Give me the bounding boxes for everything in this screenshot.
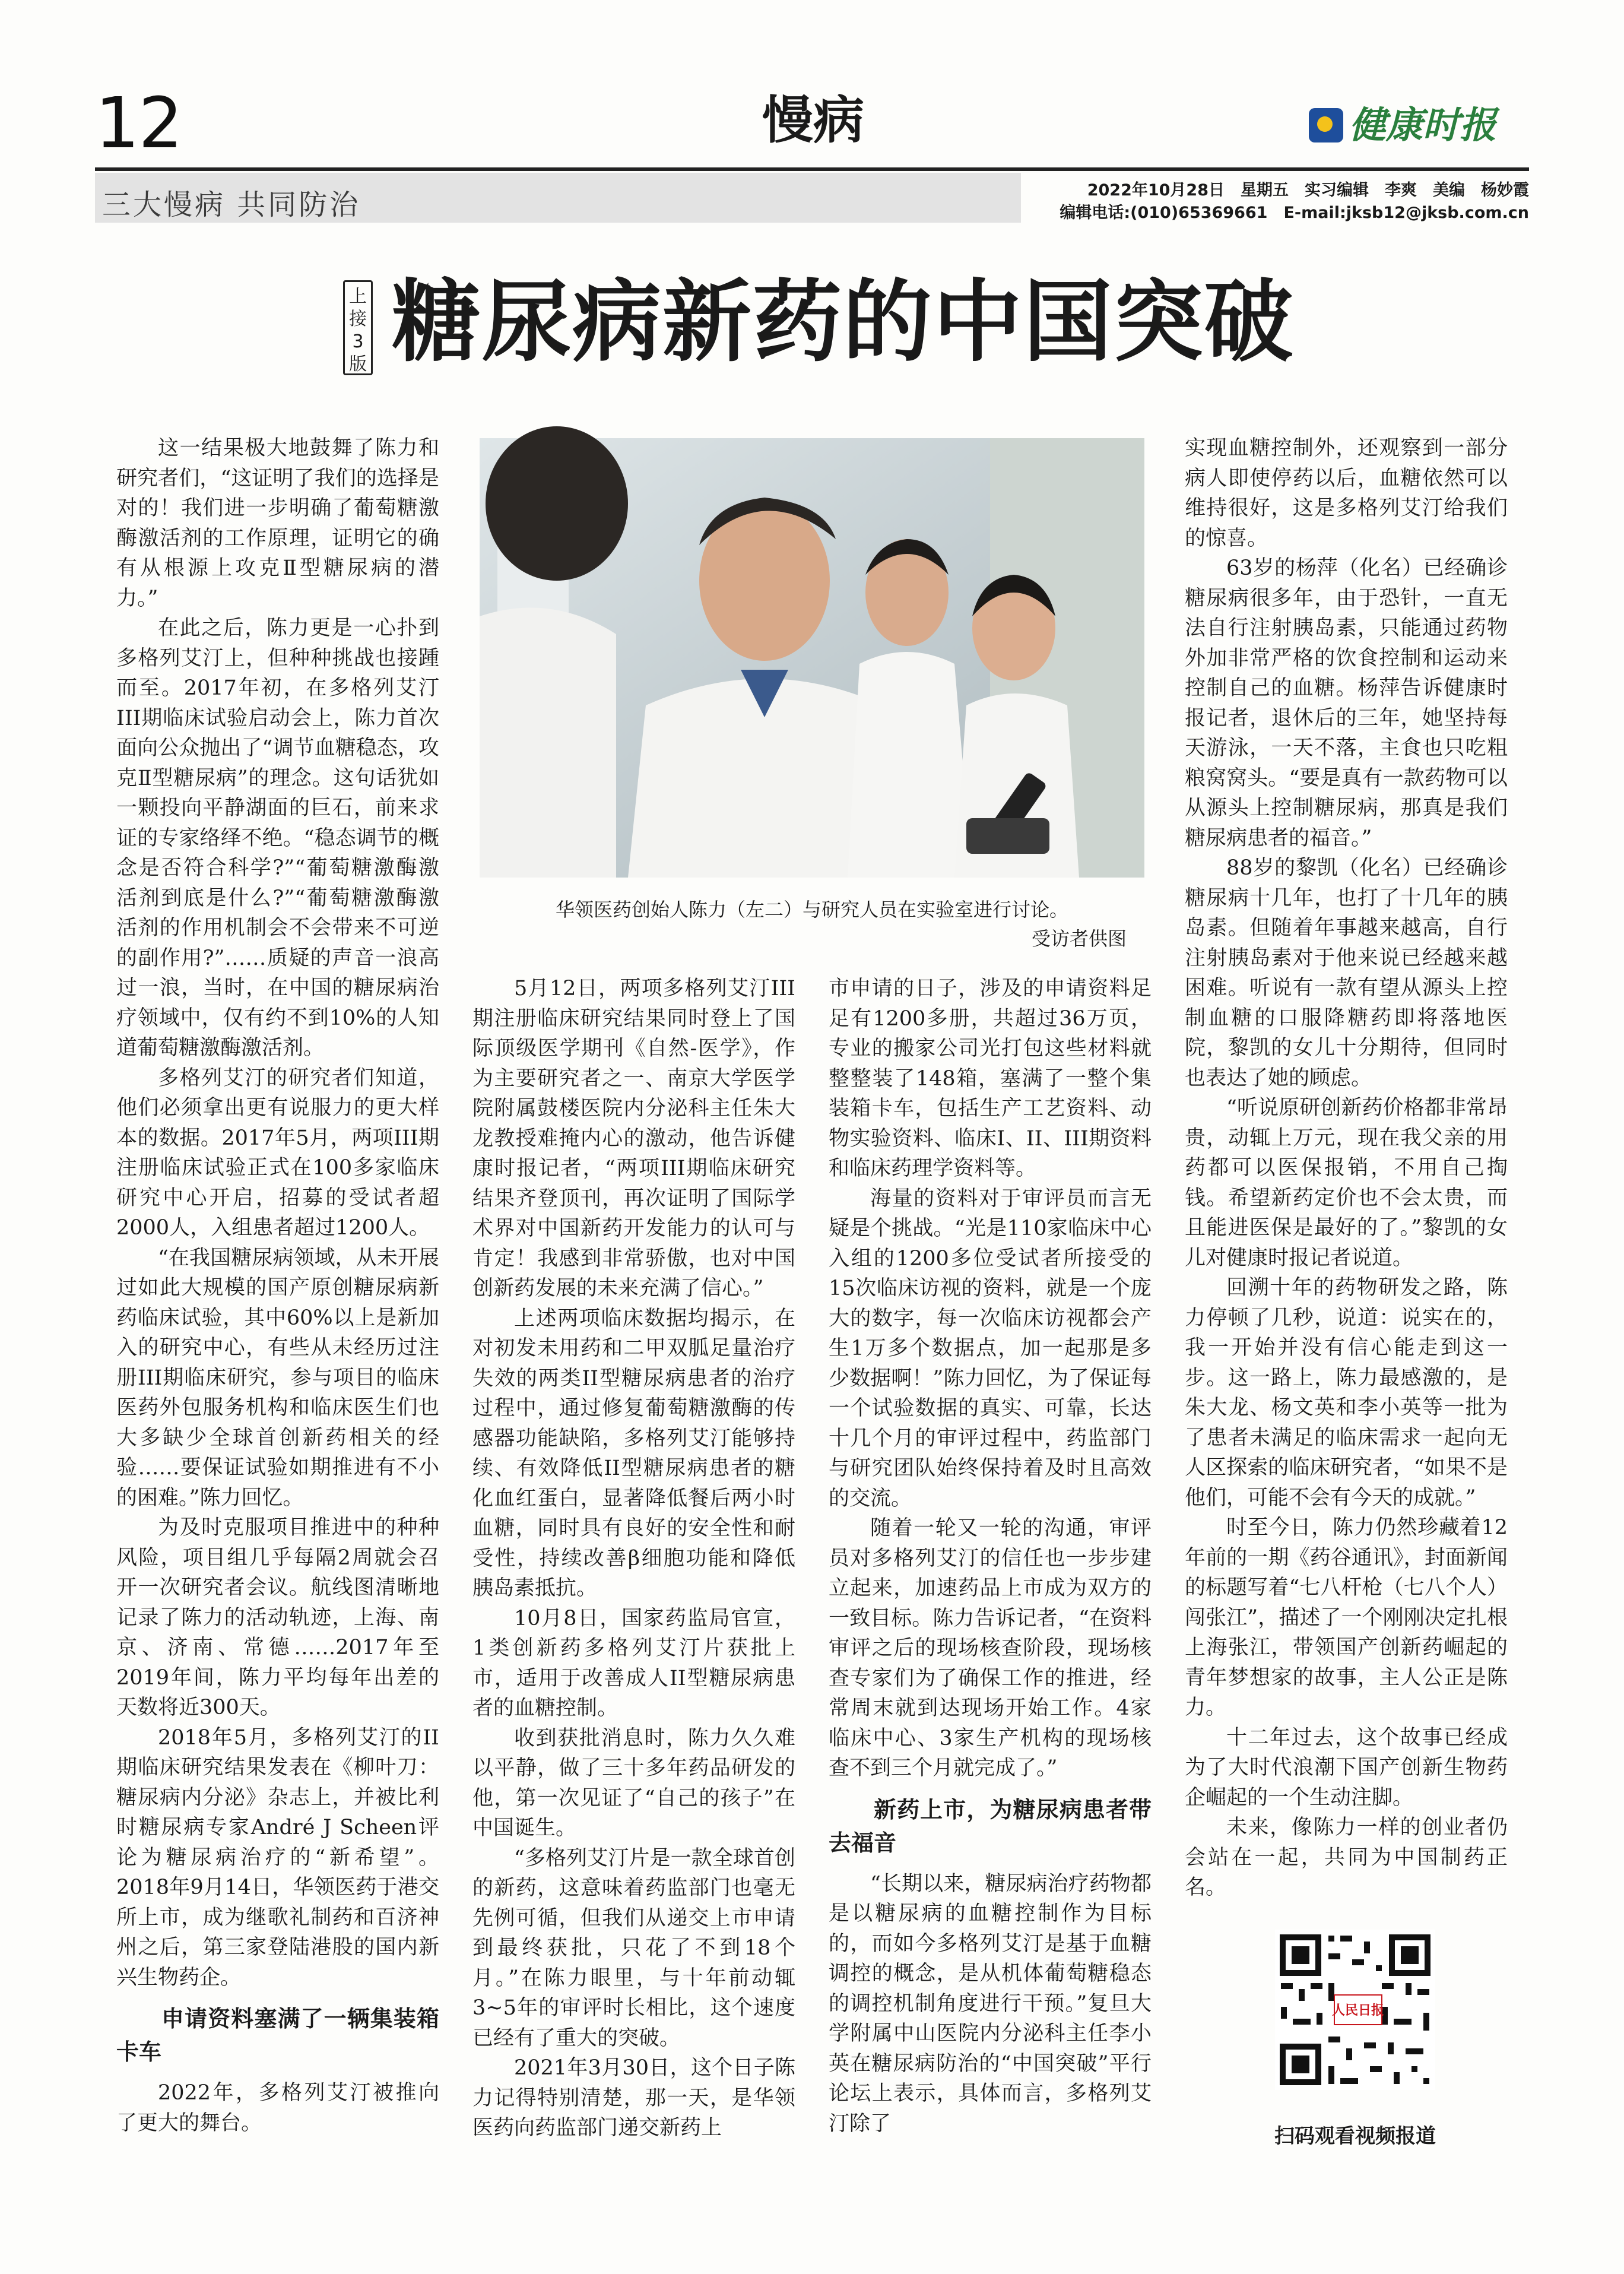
qr-inner-logo: 人民日报 bbox=[1331, 2003, 1385, 2018]
contact-line: 编辑电话:(010)65369661 E-mail:jksb12@jksb.com.cn bbox=[1060, 204, 1529, 222]
article-column-2 bbox=[472, 974, 795, 2197]
paragraph: 未来，像陈力一样的创业者仍会站在一起，共同为中国制药正名。 bbox=[1185, 1816, 1508, 1899]
paragraph: “长期以来，糖尿病治疗药物都是以糖尿病的血糖控制作为目标的，而如今多格列艾汀是基于血糖调控的概念，是从机体葡萄糖稳态的调控机制角度进行干预。”复旦大学附属中山医院内分泌科主任李小英在糖尿病防治的“中国突破”平行论坛上表示，具体而言，多格列艾汀除了 bbox=[829, 1871, 1152, 2136]
page-number: 12 bbox=[95, 82, 182, 164]
paragraph: 63岁的杨萍（化名）已经确诊糖尿病很多年，由于恐针，一直无法自行注射胰岛素，只能通过药物外加非常严格的饮食控制和运动来控制自己的血糖。杨萍告诉健康时报记者，退休后的三年，她坚持每天游泳，一天不落，主食也只吃粗粮窝窝头。“要是真有一款药物可以从源头上控制糖尿病，那真是我们糖尿病患者的福音。” bbox=[1185, 556, 1508, 850]
paragraph: 为及时克服项目推进中的种种风险，项目组几乎每隔2周就会召开一次研究者会议。航线图清晰地记录了陈力的活动轨迹，上海、南京、济南、常德……2017年至2019年间，陈力平均每年出差的天数将近300天。 bbox=[116, 1516, 439, 1719]
article-title: 糖尿病新药的中国突破 bbox=[392, 270, 1295, 374]
paragraph: 2022年，多格列艾汀被推向了更大的舞台。 bbox=[116, 2081, 439, 2135]
paragraph: 这一结果极大地鼓舞了陈力和研究者们，“这证明了我们的选择是对的！我们进一步明确了葡萄糖激酶激活剂的工作原理，证明它的确有从根源上攻克Ⅱ型糖尿病的潜力。” bbox=[116, 436, 439, 610]
paragraph: 上述两项临床数据均揭示，在对初发未用药和二甲双胍足量治疗失效的两类II型糖尿病患者的治疗过程中，通过修复葡萄糖激酶的传感器功能缺陷，多格列艾汀能够持续、有效降低II型糖尿病患者的糖化血红蛋白，显著降低餐后两小时血糖，同时具有良好的安全性和耐受性，持续改善β细胞功能和降低胰岛素抵抗。 bbox=[472, 1306, 795, 1600]
paragraph: 回溯十年的药物研发之路，陈力停顿了几秒，说道：说实在的，我一开始并没有信心能走到这一步。这一路上，陈力最感激的，是朱大龙、杨文英和李小英等一批为了患者未满足的临床需求一起向无人区探索的临床研究者，“如果不是他们，可能不会有今天的成就。” bbox=[1185, 1276, 1508, 1510]
subheading: 新药上市，为糖尿病患者带去福音 bbox=[829, 1796, 1152, 1856]
paragraph: 88岁的黎凯（化名）已经确诊糖尿病十几年，也打了十几年的胰岛素。但随着年事越来越高，自行注射胰岛素对于他来说已经越来越困难。听说有一款有望从源头上控制血糖的口服降糖药即将落地医院，黎凯的女儿十分期待，但同时也表达了她的顾虑。 bbox=[1185, 856, 1508, 1090]
paragraph: “在我国糖尿病领域，从未开展过如此大规模的国产原创糖尿病新药临床试验，其中60%以上是新加入的研究中心，有些从未经历过注册III期临床研究，参与项目的临床医药外包服务机构和临床医生们也大多缺少全球首创新药相关的经验……要保证试验如期推进有不小的困难。”陈力回忆。 bbox=[116, 1246, 439, 1510]
slogan: 三大慢病 共同防治 bbox=[102, 188, 361, 221]
paragraph: 10月8日，国家药监局官宣，1类创新药多格列艾汀片获批上市，适用于改善成人II型糖尿病患者的血糖控制。 bbox=[472, 1606, 795, 1720]
article-column-1 bbox=[116, 433, 439, 2191]
paragraph: 随着一轮又一轮的沟通，审评员对多格列艾汀的信任也一步步建立起来，加速药品上市成为双方的一致目标。陈力告诉记者，“在资料审评之后的现场核查阶段，现场核查专家们为了确保工作的推进，经常周末就到达现场开始工作。4家临床中心、3家生产机构的现场核查不到三个月就完成了。” bbox=[829, 1516, 1152, 1780]
logo-text: 健康时报 bbox=[1349, 103, 1497, 147]
paragraph: 收到获批消息时，陈力久久难以平静，做了三十多年药品研发的他，第一次见证了“自己的孩子”在中国诞生。 bbox=[472, 1726, 795, 1840]
qr-code[interactable] bbox=[1275, 1930, 1435, 2090]
paragraph: “多格列艾汀片是一款全球首创的新药，这意味着药监部门也毫无先例可循，但我们从递交上市申请到最终获批，只花了不到18个月。”在陈力眼里，与十年前动辄3~5年的审评时长相比，这个速度已经有了重大的突破。 bbox=[472, 1846, 795, 2050]
newspaper-logo[interactable] bbox=[1309, 103, 1497, 147]
header-rule bbox=[95, 167, 1529, 171]
lab-photo-illustration bbox=[480, 438, 1144, 878]
paragraph: 市申请的日子，涉及的申请资料足足有1200多册，共超过36万页，专业的搬家公司光打包这些材料就整整装了148箱，塞满了一整个集装箱卡车，包括生产工艺资料、动物实验资料、临床I、II、III期资料和临床药理学资料等。 bbox=[829, 977, 1152, 1180]
paragraph: 实现血糖控制外，还观察到一部分病人即使停药以后，血糖依然可以维持很好，这是多格列艾汀给我们的惊喜。 bbox=[1185, 436, 1508, 550]
paragraph: 在此之后，陈力更是一心扑到多格列艾汀上，但种种挑战也接踵而至。2017年初，在多格列艾汀III期临床试验启动会上，陈力首次面向公众抛出了“调节血糖稳态，攻克Ⅱ型糖尿病”的理念。这句话犹如一颗投向平静湖面的巨石，前来求证的专家络绎不绝。“稳态调节的概念是否符合科学?”“葡萄糖激酶激活剂到底是什么?”“葡萄糖激酶激活剂的作用机制会不会带来不可逆的副作用?”……质疑的声音一浪高过一浪，当时，在中国的糖尿病治疗领域中，仅有约不到10%的人知道葡萄糖激酶激活剂。 bbox=[116, 616, 439, 1060]
qr-label: 扫码观看视频报道 bbox=[1274, 2124, 1436, 2148]
photo-caption: 华领医药创始人陈力（左二）与研究人员在实验室进行讨论。 bbox=[555, 898, 1068, 921]
paragraph: 十二年过去，这个故事已经成为了大时代浪潮下国产创新生物药企崛起的一个生动注脚。 bbox=[1185, 1725, 1508, 1810]
continued-from-label: 上接3版 bbox=[343, 280, 373, 375]
paragraph: 海量的资料对于审评员而言无疑是个挑战。“光是110家临床中心入组的1200多位受试者所接受的15次临床访视的资料，就是一个庞大的数字，每一次临床访视都会产生1万多个数据点，加一起那是多少数据啊！”陈力回忆，为了保证每一个试验数据的真实、可靠，长达十几个月的审评过程中，药监部门与研究团队始终保持着及时且高效的交流。 bbox=[829, 1186, 1152, 1510]
paragraph: “听说原研创新药价格都非常昂贵，动辄上万元，现在我父亲的用药都可以医保报销，不用自己掏钱。希望新药定价也不会太贵，而且能进医保是最好的了。”黎凯的女儿对健康时报记者说道。 bbox=[1185, 1096, 1508, 1270]
article-photo bbox=[480, 438, 1144, 878]
section-title: 慢病 bbox=[762, 91, 864, 150]
photo-credit: 受访者供图 bbox=[1031, 927, 1127, 950]
article-column-4 bbox=[1185, 433, 1508, 1899]
paragraph: 5月12日，两项多格列艾汀III期注册临床研究结果同时登上了国际顶级医学期刊《自然-医学》，作为主要研究者之一、南京大学医学院附属鼓楼医院内分泌科主任朱大龙教授难掩内心的激动，他告诉健康时报记者，“两项III期临床研究结果齐登顶刊，再次证明了国际学术界对中国新药开发能力的认可与肯定！我感到非常骄傲，也对中国创新药发展的未来充满了信心。” bbox=[472, 977, 795, 1300]
article-column-3 bbox=[829, 974, 1152, 2197]
paragraph: 2021年3月30日，这个日子陈力记得特别清楚，那一天，是华领医药向药监部门递交新药上 bbox=[472, 2056, 795, 2140]
date-editor-line: 2022年10月28日 星期五 实习编辑 李爽 美编 杨妙霞 bbox=[1087, 181, 1529, 199]
paragraph: 多格列艾汀的研究者们知道，他们必须拿出更有说服力的更大样本的数据。2017年5月，两项III期注册临床试验正式在100多家临床研究中心开启，招募的受试者超2000人，入组患者超过1200人。 bbox=[116, 1066, 439, 1240]
logo-mark-icon bbox=[1309, 108, 1343, 142]
paragraph: 2018年5月，多格列艾汀的II期临床研究结果发表在《柳叶刀：糖尿病内分泌》杂志上，并被比利时糖尿病专家André J Scheen评论为糖尿病治疗的“新希望”。2018年9月14日，华领医药于港交所上市，成为继歌礼制药和百济神州之后，第三家登陆港股的国内新兴生物药企。 bbox=[116, 1725, 439, 1990]
subheading: 申请资料塞满了一辆集装箱卡车 bbox=[116, 2006, 439, 2065]
paragraph: 时至今日，陈力仍然珍藏着12年前的一期《药谷通讯》，封面新闻的标题写着“七八杆枪（七八个人）闯张江”，描述了一个刚刚决定扎根上海张江，带领国产创新药崛起的青年梦想家的故事，主人公正是陈力。 bbox=[1185, 1516, 1508, 1719]
